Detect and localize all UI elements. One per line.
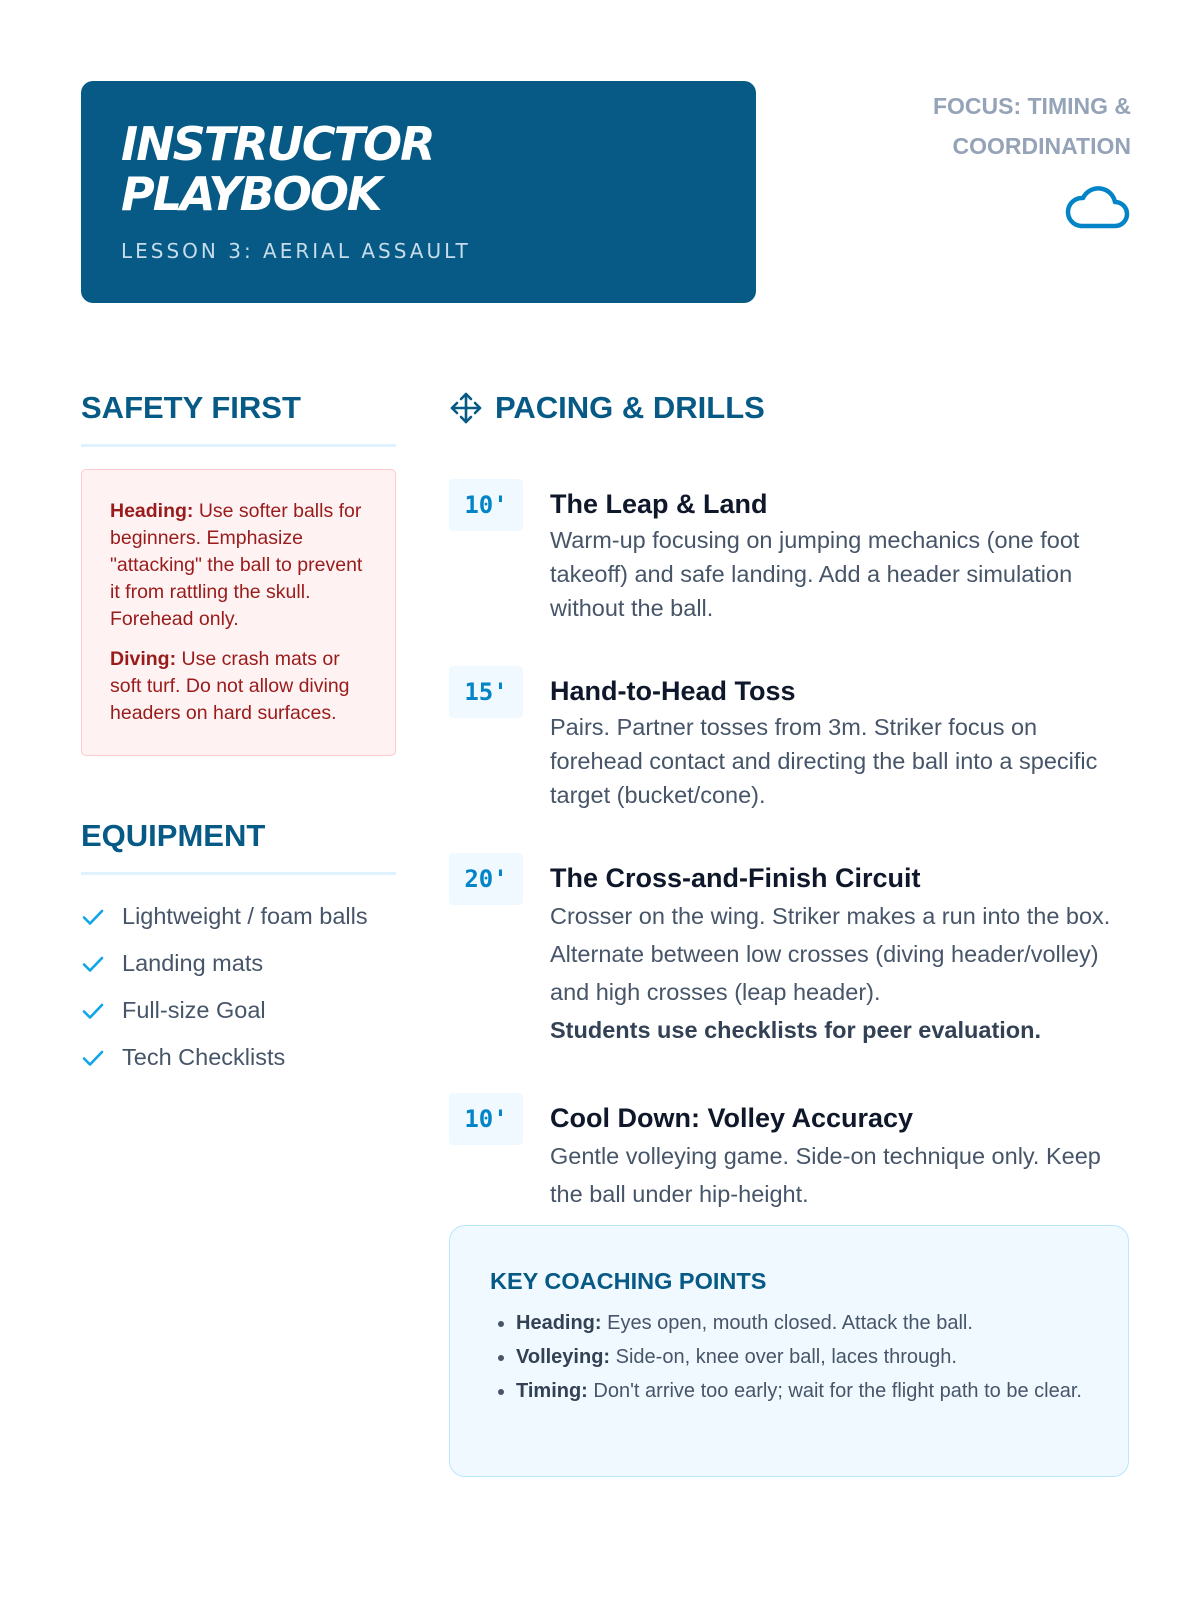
drill-description: Gentle volleying game. Side-on technique only. Keep the ball under hip-height.: [550, 1143, 1101, 1207]
equipment-item: Full-size Goal: [81, 987, 396, 1034]
drill-title: The Cross-and-Finish Circuit: [550, 863, 921, 893]
coaching-list: [490, 1310, 1088, 1405]
equipment-item: Lightweight / foam balls: [81, 893, 396, 940]
cloud-icon: [1065, 182, 1131, 232]
drill-description: Pairs. Partner tosses from 3m. Striker focus on forehead contact and directing the ball into a specific target (bucket/cone).: [550, 714, 1098, 808]
drill-duration: 10': [449, 1093, 523, 1145]
drill-title: The Leap & Land: [550, 489, 768, 519]
right-column: [449, 388, 1129, 1213]
drill-description: Warm-up focusing on jumping mechanics (one foot takeoff) and safe landing. Add a header simulation without the ball.: [550, 527, 1080, 621]
check-icon: [81, 999, 105, 1023]
coaching-heading: KEY COACHING POINTS: [490, 1268, 767, 1294]
drills-heading: PACING & DRILLS: [449, 388, 1129, 428]
drill-duration: 10': [449, 479, 523, 531]
header-banner: [81, 81, 756, 303]
safety-item-diving: Diving: Use crash mats or soft turf. Do not allow diving headers on hard surfaces.: [110, 648, 350, 724]
check-icon: [81, 905, 105, 929]
left-column: [81, 388, 396, 1081]
coaching-item: • Timing: Don't arrive too early; wait for the flight path to be clear.: [516, 1378, 1088, 1405]
equipment-item: Tech Checklists: [81, 1034, 396, 1081]
coaching-item: • Heading: Eyes open, mouth closed. Attack the ball.: [516, 1310, 1088, 1337]
move-arrows-icon: [449, 391, 483, 425]
lesson-subtitle: LESSON 3: AERIAL ASSAULT: [121, 239, 471, 263]
drill-item: [449, 1093, 1129, 1213]
equipment-section: [81, 816, 396, 1081]
drill-duration: 15': [449, 666, 523, 718]
coaching-item: • Volleying: Side-on, knee over ball, laces through.: [516, 1344, 1088, 1371]
safety-heading: SAFETY FIRST: [81, 388, 396, 447]
coaching-points-box: [449, 1225, 1129, 1477]
safety-callout: [81, 469, 396, 756]
equipment-heading: EQUIPMENT: [81, 816, 396, 875]
check-icon: [81, 1046, 105, 1070]
safety-item-heading: Heading: Use softer balls for beginners. Emphasize "attacking" the ball to prevent it from rattling the skull. Forehead only.: [110, 500, 363, 630]
drill-description: Crosser on the wing. Striker makes a run into the box. Alternate between low crosses (diving header/volley) and high crosses (leap header). Students use checklists for peer evaluation.: [550, 903, 1111, 1043]
drill-emphasis: Students use checklists for peer evaluation.: [550, 1017, 1042, 1043]
focus-label: FOCUS: TIMING & COORDINATION: [932, 93, 1131, 159]
drill-item: [449, 853, 1129, 1049]
equipment-item: Landing mats: [81, 940, 396, 987]
drill-duration: 20': [449, 853, 523, 905]
page-title: INSTRUCTOR PLAYBOOK: [121, 117, 434, 221]
drill-item: [449, 479, 1129, 625]
drill-title: Hand-to-Head Toss: [550, 676, 796, 706]
check-icon: [81, 952, 105, 976]
equipment-list: [81, 893, 396, 1081]
drill-item: [449, 666, 1129, 812]
drill-title: Cool Down: Volley Accuracy: [550, 1103, 914, 1133]
